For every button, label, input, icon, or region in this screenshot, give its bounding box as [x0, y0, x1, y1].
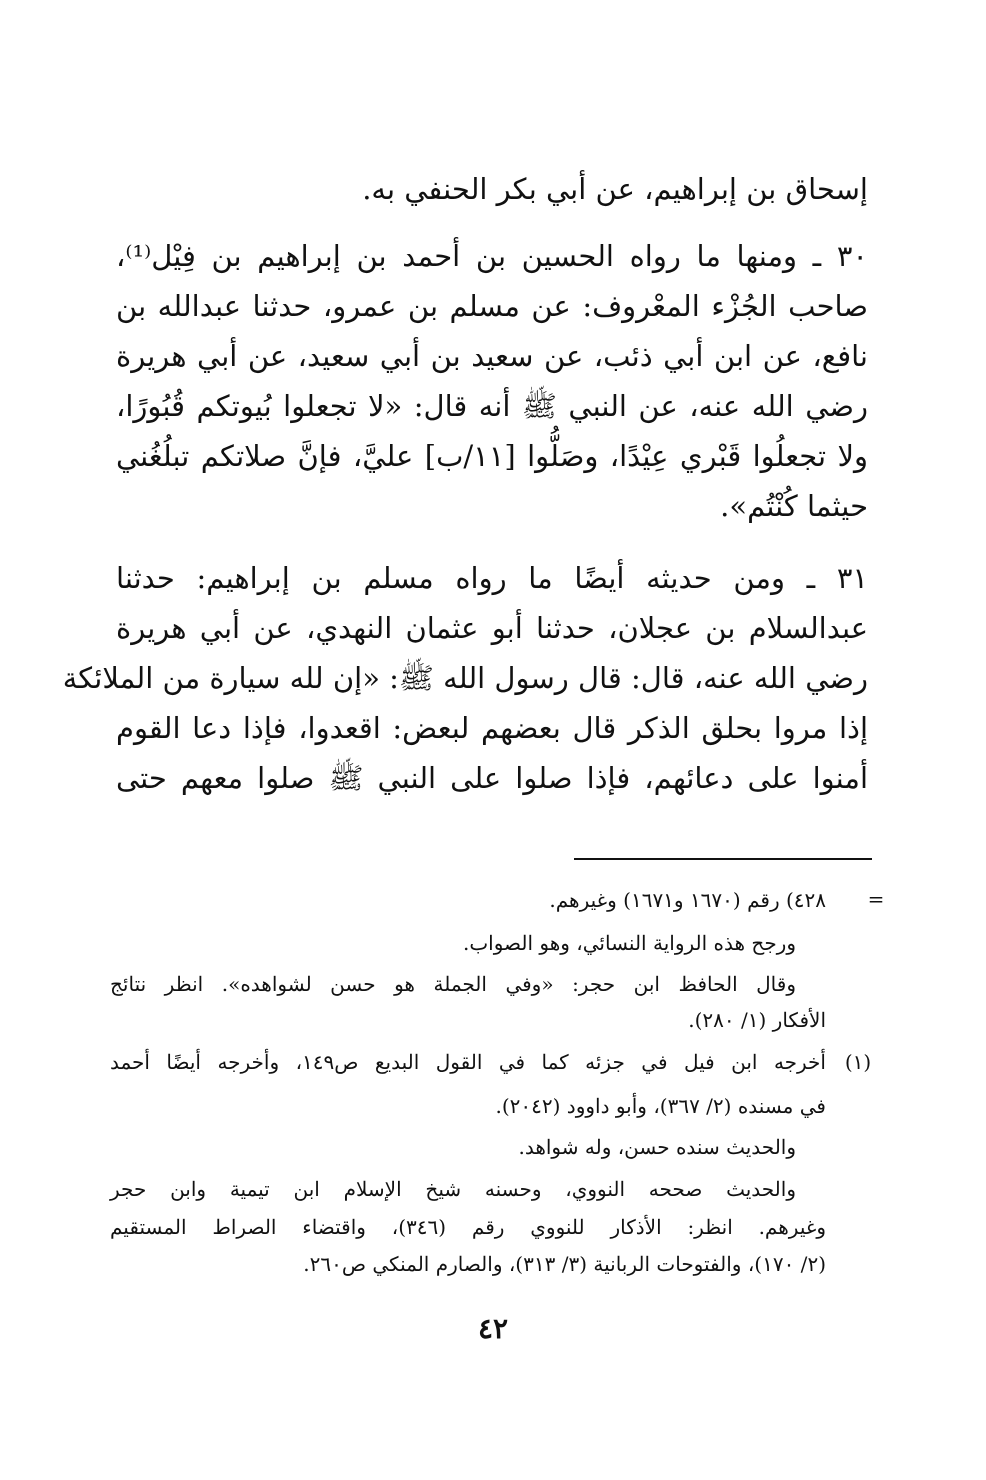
footnote-separator — [574, 858, 872, 860]
footnote-continuation-line-2: ورجح هذه الرواية النسائي، وهو الصواب. — [462, 931, 796, 955]
main-text-line-4: نافع، عن ابن أبي ذئب، عن سعيد بن أبي سعيد، عن أبي هريرة — [116, 339, 868, 373]
main-text-line-12: أمنوا على دعائهم، فإذا صلوا على النبي ﷺ صلوا معهم حتى — [116, 761, 868, 795]
main-text-line-11: إذا مروا بحلق الذكر قال بعضهم لبعض: اقعدوا، فإذا دعا القوم — [116, 711, 868, 745]
footnote-continuation-line-3: وقال الحافظ ابن حجر: «وفي الجملة هو حسن لشواهده». انظر نتائج — [110, 972, 796, 996]
footnote-line-2: في مسنده (٢/ ٣٦٧)، وأبو داوود (٢٠٤٢). — [495, 1094, 826, 1118]
footnote-continuation-line-1: ٤٢٨) رقم (١٦٧٠ و١٦٧١) وغيرهم. — [549, 888, 826, 912]
main-text-line-1: إسحاق بن إبراهيم، عن أبي بكر الحنفي به. — [362, 172, 868, 206]
footnote-number: (١) — [844, 1050, 872, 1074]
main-text-line-5: رضي الله عنه، عن النبي ﷺ أنه قال: «لا تجعلوا بُيوتكم قُبُورًا، — [116, 389, 868, 423]
footnote-line-5: وغيرهم. انظر: الأذكار للنووي رقم (٣٤٦)، واقتضاء الصراط المستقيم — [110, 1215, 826, 1239]
footnote-line-3: والحديث سنده حسن، وله شواهد. — [518, 1135, 796, 1159]
main-text-line-6: ولا تجعلُوا قَبْري عِيْدًا، وصَلُّوا [١١/ب] عليَّ، فإنَّ صلاتكم تبلُغُني — [116, 439, 868, 473]
footnote-line-1: أخرجه ابن فيل في جزئه كما في القول البديع ص١٤٩، وأخرجه أيضًا أحمد — [110, 1050, 826, 1074]
main-text-line-8: ٣١ ـ ومن حديثه أيضًا ما رواه مسلم بن إبراهيم: حدثنا — [116, 561, 868, 595]
main-text-line-9: عبدالسلام بن عجلان، حدثنا أبو عثمان النهدي، عن أبي هريرة — [116, 611, 868, 645]
footnote-line-4: والحديث صححه النووي، وحسنه شيخ الإسلام ابن تيمية وابن حجر — [110, 1177, 796, 1201]
main-text-line-10: رضي الله عنه، قال: قال رسول الله ﷺ: «إن لله سيارة من الملائكة — [62, 661, 868, 695]
main-text-line-3: صاحب الجُزْء المعْروف: عن مسلم بن عمرو، حدثنا عبدالله بن — [116, 289, 868, 323]
footnote-continuation-marker: = — [867, 887, 885, 911]
main-text-line-2: ٣٠ ـ ومنها ما رواه الحسين بن أحمد بن إبراهيم بن فِيْل⁽¹⁾، — [116, 239, 868, 273]
footnote-line-6: (٢/ ١٧٠)، والفتوحات الربانية (٣/ ٣١٣)، والصارم المنكي ص٢٦٠. — [303, 1252, 826, 1276]
main-text-line-7: حيثما كُنْتُم». — [720, 489, 868, 523]
footnote-continuation-line-4: الأفكار (١/ ٢٨٠). — [688, 1008, 826, 1032]
page-number: ٤٢ — [477, 1312, 509, 1345]
